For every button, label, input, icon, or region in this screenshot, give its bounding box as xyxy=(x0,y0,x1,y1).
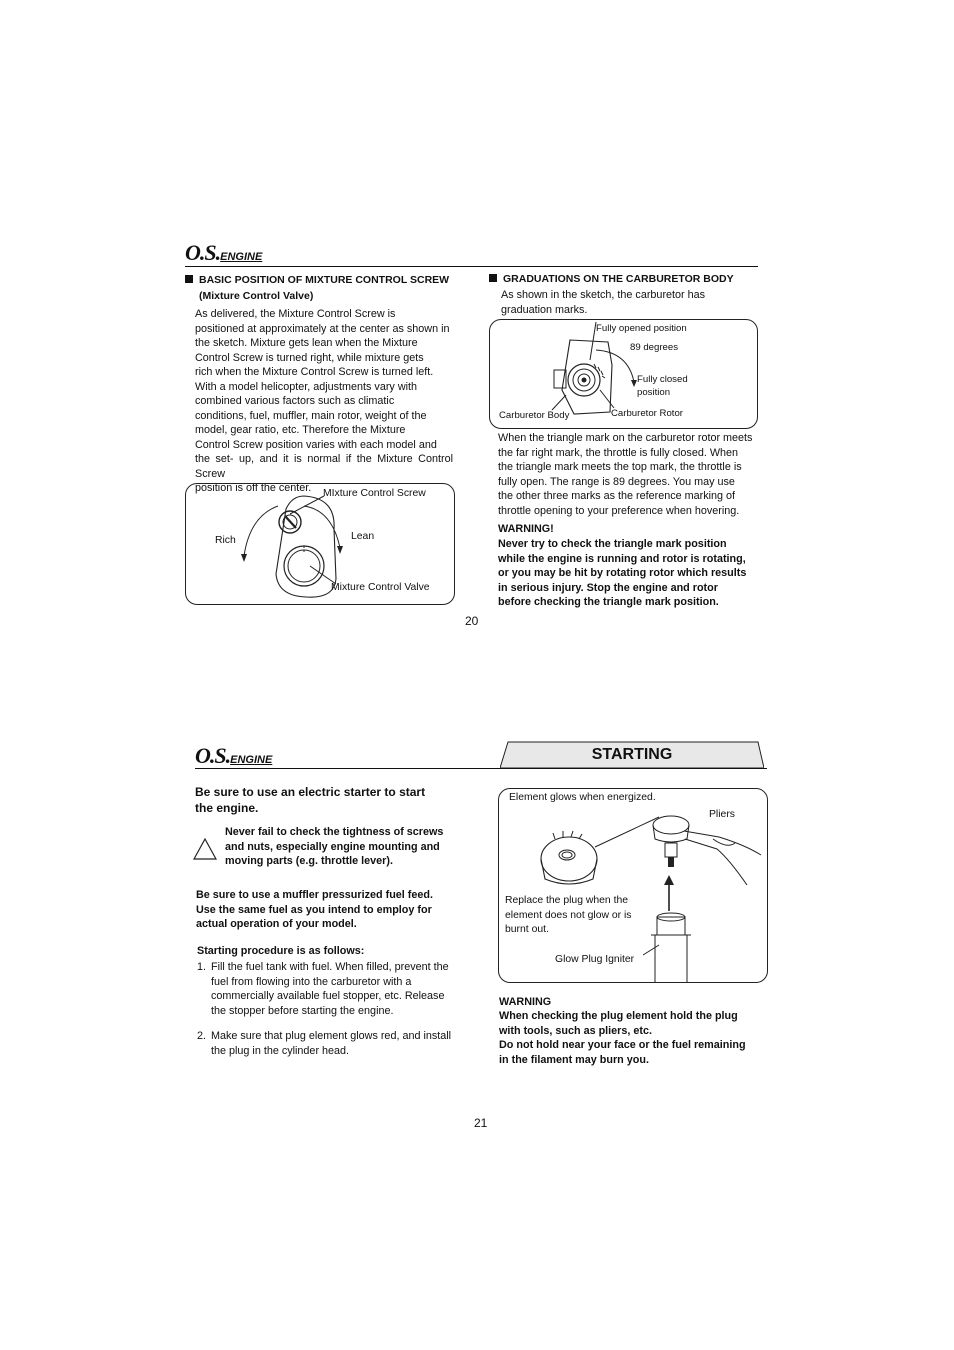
label-mixture-control-screw: MIxture Control Screw xyxy=(323,488,426,499)
text-line: fully open. The range is 89 degrees. You may use xyxy=(498,475,735,488)
text-line: commercially available fuel stopper, etc. Release xyxy=(211,990,445,1002)
procedure-step xyxy=(197,1029,463,1058)
text-line: Use the same fuel as you intend to employ for xyxy=(196,903,432,916)
label-glow-plug-igniter: Glow Plug Igniter xyxy=(555,954,635,965)
os-engine-logo: O.S.ENGINE xyxy=(185,240,263,265)
caution-triangle-icon xyxy=(193,838,217,860)
text-line: fuel from flowing into the carburetor with a xyxy=(211,975,412,988)
label-carburetor-rotor: Carburetor Rotor xyxy=(611,408,683,419)
text-line: Be sure to use a muffler pressurized fuel feed. xyxy=(196,889,433,901)
text-line: When checking the plug element hold the plug xyxy=(499,1010,738,1022)
page-number-20: 20 xyxy=(465,614,479,628)
label-lean: Lean xyxy=(351,531,375,542)
text-line: model, gear ratio, etc. Therefore the Mixture xyxy=(195,424,406,436)
label-element-glows: Element glows when energized. xyxy=(509,792,656,803)
text-line: throttle opening to your preference when hovering. xyxy=(498,504,740,517)
text-line: or you may be hit by rotating rotor which results xyxy=(498,567,747,579)
text-line: the sketch. Mixture gets lean when the Mixture xyxy=(195,337,418,349)
label-replace-plug: Replace the plug when the element does not glow or is burnt out. xyxy=(505,895,632,935)
text-line: Make sure that plug element glows red, and install xyxy=(211,1030,452,1042)
text-line: Control Screw is turned right, while mixture gets xyxy=(195,351,424,364)
text-line: positioned at approximately at the center as shown in xyxy=(195,322,450,335)
text-line: in serious injury. Stop the engine and rotor xyxy=(498,581,718,594)
step-number: 1. xyxy=(197,961,207,973)
warning-title-20: WARNING! xyxy=(498,523,554,535)
text-line: the far right mark, the throttle is fully closed. When xyxy=(498,446,739,459)
label-pliers: Pliers xyxy=(709,809,735,820)
section-heading-graduations: GRADUATIONS ON THE CARBURETOR BODY xyxy=(489,271,759,287)
label-89-degrees: 89 degrees xyxy=(630,342,679,353)
text-line: actual operation of your model. xyxy=(196,918,357,930)
label-carburetor-body: Carburetor Body xyxy=(499,410,570,421)
text-line: rich when the Mixture Control Screw is turned left. xyxy=(195,366,434,378)
text-line: Never fail to check the tightness of screws xyxy=(225,826,444,838)
text-line: Be sure to use an electric starter to start xyxy=(195,785,426,799)
step-number: 2. xyxy=(197,1030,207,1042)
label-mixture-control-valve: Mixture Control Valve xyxy=(331,582,430,593)
text-line: moving parts (e.g. throttle lever). xyxy=(225,855,393,867)
fuel-feed-text xyxy=(196,888,464,932)
label-rich: Rich xyxy=(215,535,236,546)
mixture-figure-box xyxy=(185,483,455,605)
section-tab-starting xyxy=(500,741,764,768)
header-rule xyxy=(195,768,767,769)
text-line: conditions, fuel, muffler, main rotor, weight of the xyxy=(195,409,427,422)
text-line: As shown in the sketch, the carburetor has xyxy=(501,289,706,301)
text-line: With a model helicopter, adjustments vary with xyxy=(195,380,418,393)
mixture-body-text xyxy=(195,307,453,496)
warning-title-21: WARNING xyxy=(499,996,552,1008)
text-line: the stopper before starting the engine. xyxy=(211,1004,394,1017)
label-fully-closed: Fully closed position xyxy=(637,374,688,398)
text-line: with tools, such as pliers, etc. xyxy=(499,1024,652,1037)
warning-text-20 xyxy=(498,537,757,610)
procedure-title: Starting procedure is as follows: xyxy=(197,945,365,957)
text-line: the other three marks as the reference marking of xyxy=(498,490,736,502)
bullet-square-icon xyxy=(489,274,497,282)
starter-lead-text xyxy=(195,784,463,816)
warning-text-21 xyxy=(499,1009,766,1067)
text-line: Do not hold near your face or the fuel remaining xyxy=(499,1039,746,1051)
text-line: Fill the fuel tank with fuel. When filled, prevent the xyxy=(211,961,449,973)
text-line: the set- up, and it is normal if the Mixture Control Screw xyxy=(195,453,453,480)
text-line: When the triangle mark on the carburetor rotor meets xyxy=(498,432,753,444)
glow-plug-figure-box xyxy=(498,788,768,983)
section-heading-mixture: BASIC POSITION OF MIXTURE CONTROL SCREW (Mixture Control Valve) xyxy=(185,272,455,304)
carburetor-figure-box xyxy=(489,319,758,429)
text-line: before checking the triangle mark position. xyxy=(498,596,719,608)
section-title: STARTING xyxy=(591,746,673,763)
procedure-steps xyxy=(197,960,463,1058)
text-line: graduation marks. xyxy=(501,303,588,316)
text-line: Control Screw position varies with each model and xyxy=(195,438,437,451)
bullet-square-icon xyxy=(185,275,193,283)
text-line: while the engine is running and rotor is rotating, xyxy=(498,552,746,565)
header-rule xyxy=(185,266,758,267)
text-line: the plug in the cylinder head. xyxy=(211,1044,350,1057)
text-line: combined various factors such as climatic xyxy=(195,395,395,407)
page-number-21: 21 xyxy=(474,1116,488,1130)
os-engine-logo: O.S.ENGINE xyxy=(195,743,273,768)
text-line: the triangle mark meets the top mark, the throttle is xyxy=(498,461,742,473)
caution-text xyxy=(225,825,463,869)
label-fully-opened: Fully opened position xyxy=(596,323,687,334)
text-line: in the filament may burn you. xyxy=(499,1053,649,1066)
text-line: Never try to check the triangle mark position xyxy=(498,538,727,550)
graduations-body-text xyxy=(498,431,757,518)
text-line: position is off the center. xyxy=(195,482,312,494)
text-line: the engine. xyxy=(195,801,259,815)
text-line: and nuts, especially engine mounting and xyxy=(225,840,440,853)
graduations-intro-text xyxy=(501,288,756,317)
procedure-step xyxy=(197,960,463,1018)
text-line: As delivered, the Mixture Control Screw is xyxy=(195,308,396,320)
